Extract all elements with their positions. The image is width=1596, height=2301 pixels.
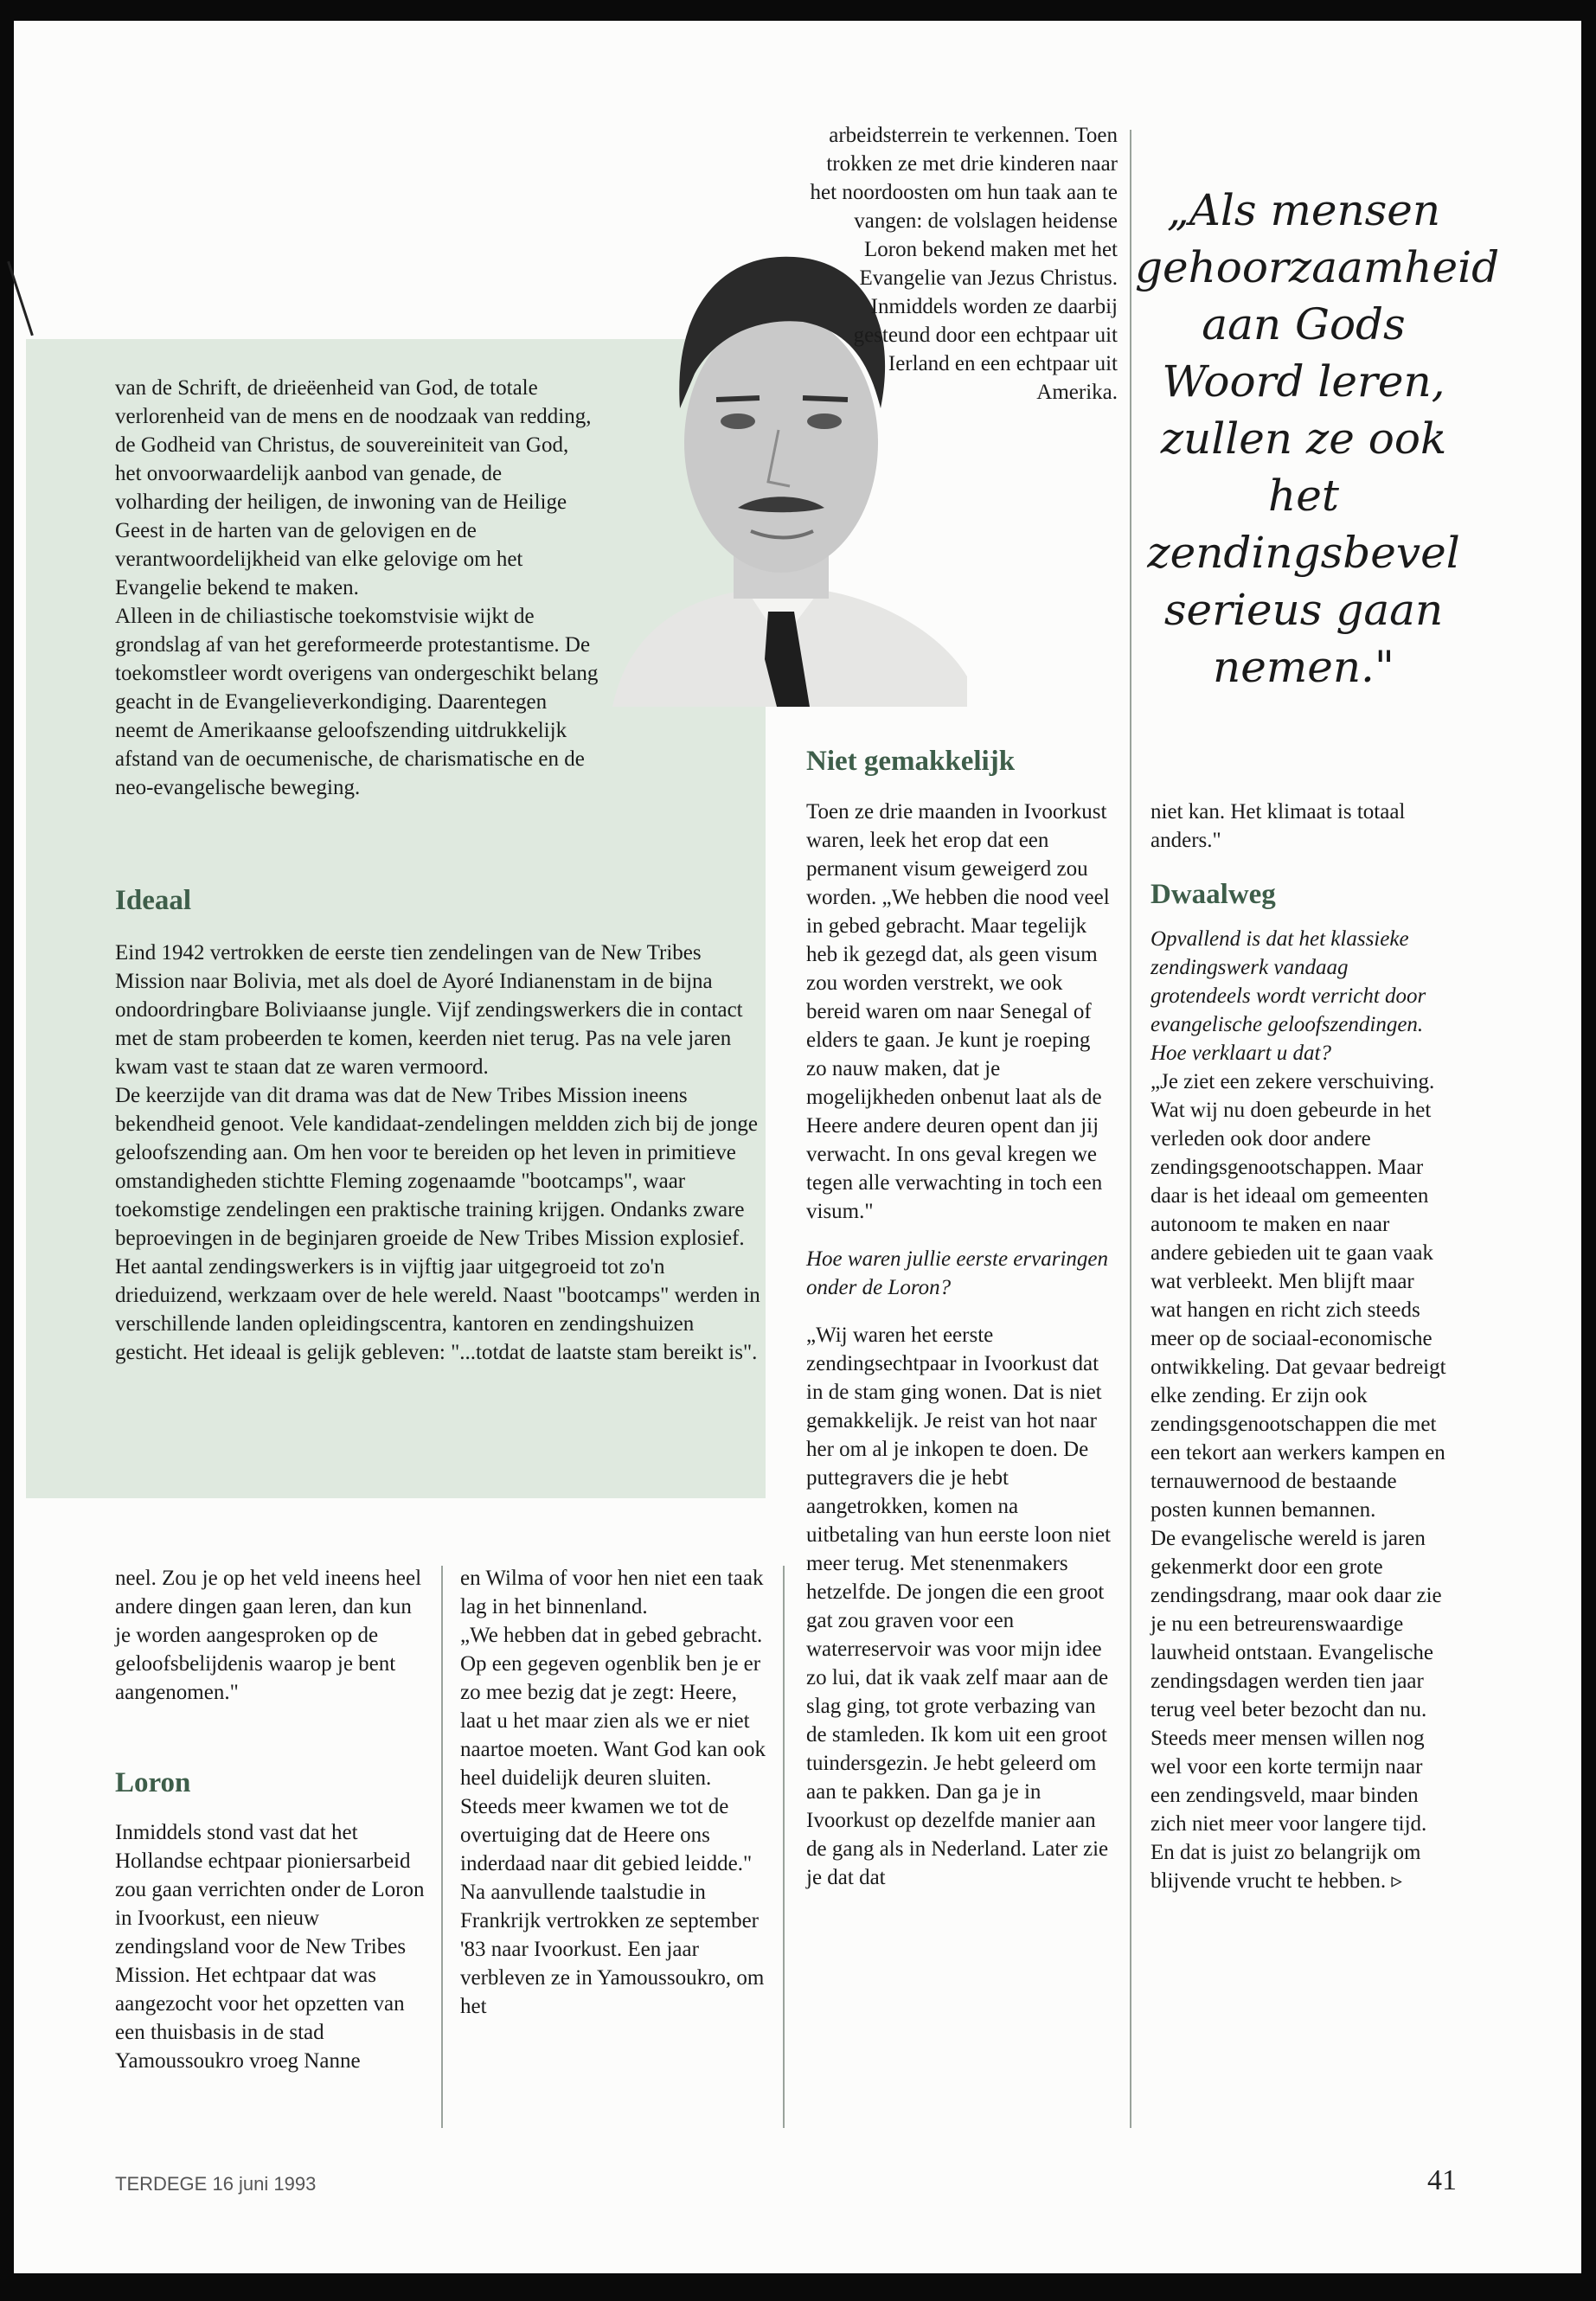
page-number: 41: [1427, 2164, 1457, 2196]
column4-heading: Dwaalweg: [1151, 879, 1276, 910]
column4-paragraph-1: niet kan. Het klimaat is totaal anders.": [1151, 800, 1406, 852]
column2-text: [460, 1564, 772, 2021]
column3-text: [806, 798, 1114, 1892]
column1-paragraph-2: Inmiddels stond vast dat het Hollandse echtpaar pioniersarbeid zou gaan verrichten onder de Loron in Ivoorkust, een nieuw zendingsland voor de New Tribes Mission. Het echtpaar dat was aangezocht voor het opzetten van een thuisbasis in de stad Yamoussoukro vroeg Nanne: [115, 1821, 425, 2073]
sidebar-text-lower: [115, 939, 762, 1367]
column4-paragraph-3: De evangelische wereld is jaren gekenmerkt door een grote zendingsdrang, maar ook daar zie je nu een betreurenswaardige lauwheid ontstaan. Evangelische zendingsdagen werden tien jaar terug veel beter bezocht dan nu. Steeds meer mensen willen nog wel voor een korte termijn naar een zendingsveld, maar binden zich niet meer voor langere tijd. En dat is juist zo belangrijk om blijvende vrucht te hebben. ▹: [1151, 1527, 1442, 1893]
column1-text-lower: [115, 1818, 426, 2075]
column3-question: Hoe waren jullie eerste ervaringen onder de Loron?: [806, 1247, 1108, 1299]
column4-text: [1151, 798, 1449, 1895]
column1-text: [115, 1564, 426, 1707]
sidebar-heading: Ideaal: [115, 885, 192, 916]
column2-paragraph-2: „We hebben dat in gebed gebracht. Op een gegeven ogenblik ben je er zo mee bezig dat je zegt: Heere, laat u het maar zien als we er niet naartoe moeten. Want God kan ook heel duidelijk deuren sluiten. Steeds meer kwamen we tot de overtuiging dat de Heere ons inderdaad naar dit gebied leidde.": [460, 1624, 766, 1875]
column-rule-bottom-mid: [783, 1566, 785, 2128]
sidebar-paragraph-3: Eind 1942 vertrokken de eerste tien zendelingen van de New Tribes Mission naar Bolivia, met als doel de Ayoré Indianenstam in de bijna ondoordringbare Boliviaanse jungle. Vijf zendingswerkers die in contact met de stam probeerden te komen, keerden niet terug. Pas na vele jaren kwam vast te staan dat ze waren vermoord.: [115, 941, 743, 1079]
scan-border-bottom: [0, 2273, 1596, 2301]
column1-paragraph-1: neel. Zou je op het veld ineens heel andere dingen gaan leren, dan kun je worden aangesproken op de geloofsbelijdenis waarop je bent aangenomen.": [115, 1567, 422, 1704]
column2-paragraph-3: Na aanvullende taalstudie in Frankrijk vertrokken ze september '83 naar Ivoorkust. Een jaar verbleven ze in Yamoussoukro, om het: [460, 1881, 765, 2018]
column3-paragraph-2: „Wij waren het eerste zendingsechtpaar in Ivoorkust dat in de stam ging wonen. Dat is niet gemakkelijk. Je reist van hot naar her om al je inkopen te doen. De puttegravers die je hebt aangetrokken, komen na uitbetaling van hun eerste loon niet meer terug. Met stenenmakers hetzelfde. De jongen die een groot gat zou graven voor een waterreservoir was voor mijn idee zo lui, dat ik vaak zelf maar aan de slag ging, tot grote verbazing van de stamleden. Ik kom uit een groot tuindersgezin. Je hebt geleerd om aan te pakken. Dan ga je in Ivoorkust op dezelfde manier aan de gang als in Nederland. Later zie je dat dat: [806, 1324, 1111, 1889]
pull-quote: „Als mensen gehoorzaamheid aan Gods Woord leren, zullen ze ook het zendingsbevel serieus gaan nemen.": [1135, 185, 1500, 692]
column-rule-right: [1130, 130, 1131, 2128]
column-rule-bottom-left: [441, 1566, 443, 2128]
scan-border-left: [0, 0, 14, 2301]
column3-paragraph-1: Toen ze drie maanden in Ivoorkust waren, leek het erop dat een permanent visum geweigerd zou worden. „We hebben die nood veel in gebed gebracht. Maar tegelijk heb ik gezegd dat, als geen visum zou worden verstrekt, we ook bereid waren om naar Senegal of elders te gaan. Je kunt je roeping zo nauw maken, dat je mogelijkheden onbenut laat als de Heere andere deuren opent dan jij verwacht. In ons geval kregen we tegen alle verwachting in toch een visum.": [806, 800, 1110, 1223]
column3-heading: Niet gemakkelijk: [806, 746, 1016, 777]
sidebar-paragraph-1: van de Schrift, de drieëenheid van God, de totale verlorenheid van de mens en de noodzaak van redding, de Godheid van Christus, de souvereiniteit van God, het onvoorwaardelijk aanbod van genade, de volharding der heiligen, de inwoning van de Heilige Geest in de harten van de gelovigen en de verantwoordelijkheid van elke gelovige om het Evangelie bekend te maken.: [115, 376, 592, 599]
column2-paragraph-1: en Wilma of voor hen niet een taak lag in het binnenland.: [460, 1567, 764, 1618]
scan-border-top: [0, 0, 1596, 21]
sidebar-paragraph-2: Alleen in de chiliastische toekomstvisie wijkt de grondslag af van het gereformeerde protestantisme. De toekomstleer wordt overigens van ondergeschikt belang geacht in de Evangelieverkondiging. Daarentegen neemt de Amerikaanse geloofszending uitdrukkelijk afstand van de oecumenische, de charismatische en de neo-evangelische beweging.: [115, 605, 599, 799]
column3-top-paragraph: arbeidsterrein te verkennen. Toen trokken ze met drie kinderen naar het noordoosten om hun taak aan te vangen: de volslagen heidense Loron bekend maken met het Evangelie van Jezus Christus. Inmiddels worden ze daarbij gesteund door een echtpaar uit Ierland en een echtpaar uit Amerika.: [810, 124, 1118, 404]
scan-border-right: [1581, 0, 1596, 2301]
column1-heading: Loron: [115, 1767, 191, 1798]
sidebar-text-upper: [115, 374, 599, 802]
column4-paragraph-2: „Je ziet een zekere verschuiving. Wat wij nu doen gebeurde in het verleden ook door andere zendingsgenootschappen. Maar daar is het ideaal om gemeenten autonoom te maken en naar andere gebieden uit te gaan vaak wat verbleekt. Men blijft maar wat hangen en richt zich steeds meer op de sociaal-economische ontwikkeling. Dat gevaar bedreigt elke zending. Er zijn ook zendingsgenootschappen die met een tekort aan werkers kampen en ternauwernood de bestaande posten kunnen bemannen.: [1151, 1070, 1446, 1522]
column4-question: Opvallend is dat het klassieke zendingswerk vandaag grotendeels wordt verricht door evangelische geloofszendingen. Hoe verklaart u dat?: [1151, 927, 1426, 1065]
column3-top: [806, 121, 1118, 407]
publication-footer: TERDEGE 16 juni 1993: [115, 2173, 317, 2195]
sidebar-paragraph-4: De keerzijde van dit drama was dat de New Tribes Mission ineens bekendheid genoot. Vele kandidaat-zendelingen meldden zich bij de jonge geloofszending aan. Om hen voor te bereiden op het leven in primitieve omstandigheden stichtte Fleming zogenaamde "bootcamps", waar toekomstige zendelingen een praktische training krijgen. Ondanks zware beproevingen in de beginjaren groeide de New Tribes Mission explosief. Het aantal zendingswerkers is in vijftig jaar uitgegroeid tot zo'n drieduizend, werkzaam over de hele wereld. Naast "bootcamps" werden in verschillende landen opleidingscentra, kantoren en zendingshuizen gesticht. Het ideaal is gelijk gebleven: "...totdat de laatste stam bereikt is".: [115, 1084, 760, 1364]
